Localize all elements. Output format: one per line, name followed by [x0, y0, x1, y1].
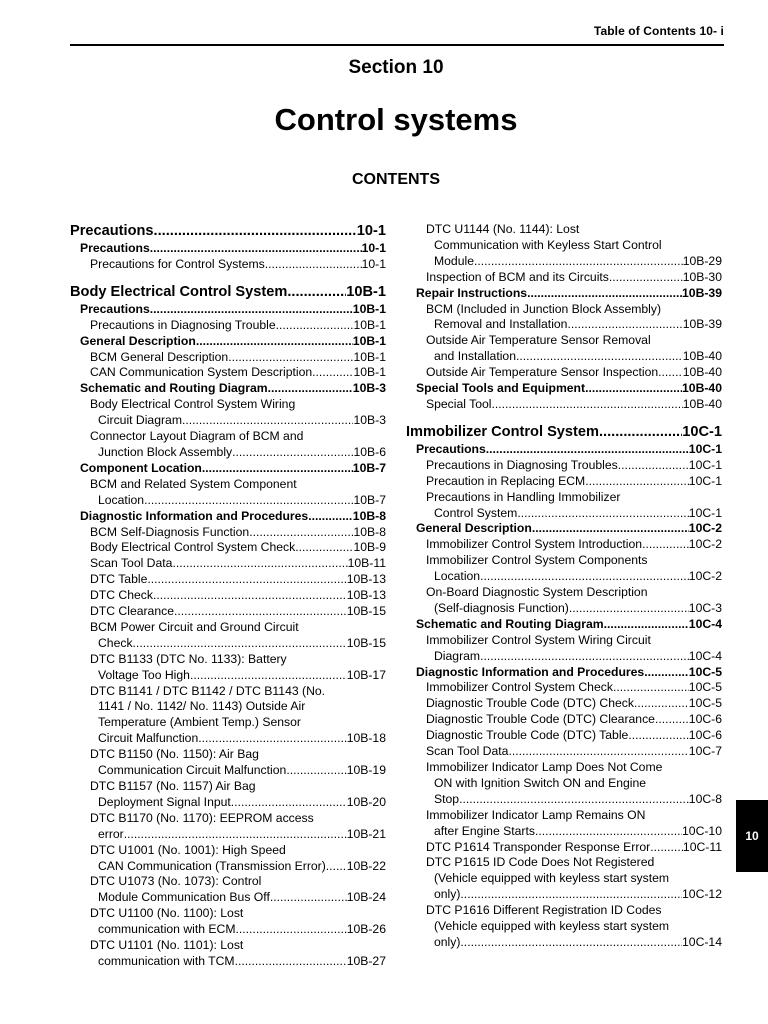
dot-leader: [516, 349, 683, 365]
section-tab: 10: [736, 800, 768, 872]
toc-entry-line: Precautions in Handling Immobilizer: [426, 489, 621, 504]
toc-entry-line: BCM (Included in Junction Block Assembly): [426, 301, 662, 316]
toc-page-number: 10C-5: [688, 664, 722, 679]
toc-page-number: 10C-2: [688, 521, 722, 536]
toc-page-number: 10C-1: [682, 423, 722, 440]
toc-page-number: 10C-12: [682, 887, 722, 902]
toc-entry-line: Communication with Keyless Start Control: [434, 237, 662, 252]
toc-entry-title: Schematic and Routing Diagram: [80, 381, 268, 396]
toc-entry-line: (Vehicle equipped with keyless start system: [434, 919, 670, 934]
toc-entry-title: only): [434, 887, 461, 902]
dot-leader: [508, 744, 688, 760]
toc-right-column: [406, 222, 722, 951]
toc-entry-title: Schematic and Routing Diagram: [416, 616, 604, 631]
toc-page-number: 10B-40: [682, 349, 722, 364]
toc-page-number: 10B-19: [346, 763, 386, 778]
toc-entry-title: communication with TCM: [98, 953, 235, 968]
toc-entry-title: (Self-diagnosis Function): [434, 600, 569, 615]
dot-leader: [150, 302, 353, 318]
toc-entry-title: DTC Check: [90, 588, 153, 603]
toc-page-number: 10B-1: [352, 333, 386, 348]
toc-page-number: 10C-2: [688, 537, 722, 552]
toc-entry-line: DTC U1144 (No. 1144): Lost: [426, 222, 580, 236]
toc-entry[interactable]: [70, 668, 386, 684]
dot-leader: [613, 680, 689, 696]
toc-entry-title: Voltage Too High: [98, 667, 190, 682]
toc-page-number: 10B-39: [682, 285, 722, 300]
toc-section-entry[interactable]: [406, 617, 722, 633]
toc-page-number: 10B-40: [682, 381, 722, 396]
toc-chapter-entry[interactable]: [70, 222, 386, 241]
toc-page-number: 10B-1: [352, 301, 386, 316]
toc-entry[interactable]: [406, 840, 722, 856]
toc-entry-line: DTC U1073 (No. 1073): Control: [90, 874, 262, 889]
toc-entry-line: BCM Power Circuit and Ground Circuit: [90, 619, 299, 634]
dot-leader: [174, 604, 347, 620]
toc-entry-line: Temperature (Ambient Temp.) Sensor: [98, 715, 301, 730]
toc-entry[interactable]: [406, 365, 722, 381]
toc-page-number: 10C-4: [688, 616, 722, 631]
toc-entry[interactable]: [406, 792, 722, 808]
toc-entry-title: communication with ECM: [98, 922, 236, 937]
toc-entry[interactable]: [70, 859, 386, 875]
toc-entry-line: DTC U1001 (No. 1001): High Speed: [90, 842, 286, 857]
dot-leader: [480, 649, 689, 665]
toc-entry-line: DTC B1141 / DTC B1142 / DTC B1143 (No.: [90, 683, 326, 698]
contents-heading: CONTENTS: [352, 171, 440, 188]
toc-entry-title: Repair Instructions: [416, 285, 528, 300]
toc-entry-title: Junction Block Assembly: [98, 444, 233, 459]
toc-entry-title: Immobilizer Control System: [406, 423, 599, 440]
toc-entry-title: Special Tool: [426, 396, 492, 411]
dot-leader: [133, 636, 347, 652]
dot-leader: [265, 257, 362, 273]
toc-entry-title: Circuit Diagram: [98, 413, 182, 428]
dot-leader: [642, 537, 689, 553]
toc-entry-title: Stop: [434, 791, 460, 806]
toc-entry-title: Diagnostic Information and Procedures: [416, 664, 645, 679]
toc-entry[interactable]: [406, 506, 722, 522]
dot-leader: [326, 859, 347, 875]
dot-leader: [650, 840, 683, 856]
toc-entry[interactable]: [406, 397, 722, 413]
toc-entry[interactable]: [70, 572, 386, 588]
dot-leader: [634, 696, 689, 712]
toc-entry-title: Scan Tool Data: [90, 556, 173, 571]
dot-leader: [196, 334, 353, 350]
toc-entry-title: only): [434, 934, 461, 949]
toc-page-number: 10C-1: [688, 505, 722, 520]
dot-leader: [236, 922, 347, 938]
toc-entry-title: Component Location: [80, 460, 202, 475]
dot-leader: [147, 572, 346, 588]
toc-entry-title: Precautions for Control Systems: [90, 256, 265, 271]
toc-page-number: 10C-5: [688, 696, 722, 711]
toc-entry[interactable]: [70, 257, 386, 273]
toc-entry-title: CAN Communication (Transmission Error): [98, 858, 326, 873]
dot-leader: [585, 381, 682, 397]
dot-leader: [604, 617, 689, 633]
dot-leader: [486, 442, 689, 458]
dot-leader: [276, 318, 354, 334]
toc-page-number: 10B-18: [346, 731, 386, 746]
dot-leader: [235, 954, 347, 970]
toc-entry-line: Immobilizer Indicator Lamp Does Not Come: [426, 760, 663, 774]
toc-entry-title: Precautions in Diagnosing Trouble: [90, 317, 276, 332]
toc-page-number: 10B-3: [353, 413, 386, 428]
dot-leader: [532, 521, 689, 537]
dot-leader: [527, 286, 682, 302]
toc-page-number: 10C-1: [688, 441, 722, 456]
toc-entry[interactable]: [406, 349, 722, 365]
toc-entry-title: and Installation: [434, 349, 516, 364]
toc-page-number: 10C-1: [688, 457, 722, 472]
dot-leader: [231, 795, 347, 811]
dot-leader: [270, 890, 347, 906]
toc-page-number: 10C-7: [688, 744, 722, 759]
toc-entry-title: Location: [434, 569, 481, 584]
toc-page-number: 10B-24: [346, 890, 386, 905]
dot-leader: [153, 588, 347, 604]
toc-page-number: 10B-3: [352, 381, 386, 396]
toc-entry-line: 1141 / No. 1142/ No. 1143) Outside Air: [98, 699, 306, 714]
toc-entry-title: Module: [434, 253, 474, 268]
section-label: Section 10: [348, 57, 444, 78]
toc-page-number: 10B-6: [353, 444, 386, 459]
toc-entry-title: DTC P1614 Transponder Response Error: [426, 839, 651, 854]
toc-section-entry[interactable]: [406, 521, 722, 537]
dot-leader: [569, 601, 689, 617]
toc-page-number: 10C-6: [688, 712, 722, 727]
toc-entry-title: BCM General Description: [90, 349, 229, 364]
dot-leader: [655, 712, 689, 728]
toc-entry[interactable]: [406, 458, 722, 474]
toc-page-number: 10B-29: [682, 253, 722, 268]
page-title: Control systems: [274, 102, 518, 137]
dot-leader: [249, 525, 353, 541]
toc-page-number: 10-1: [356, 223, 386, 239]
toc-entry-line: DTC P1616 Different Registration ID Codes: [426, 903, 662, 918]
toc-entry[interactable]: [70, 556, 386, 572]
toc-entry[interactable]: [70, 890, 386, 906]
toc-entry[interactable]: [70, 954, 386, 970]
toc-page-number: 10C-10: [682, 823, 722, 838]
toc-entry-title: Inspection of BCM and its Circuits: [426, 269, 609, 284]
toc-entry[interactable]: [406, 680, 722, 696]
toc-entry-title: Outside Air Temperature Sensor Inspection: [426, 365, 659, 380]
dot-leader: [190, 668, 347, 684]
dot-leader: [154, 222, 357, 241]
dot-leader: [460, 887, 682, 903]
toc-entry[interactable]: [70, 525, 386, 541]
toc-entry-line: Body Electrical Control System Wiring: [90, 397, 296, 412]
toc-entry[interactable]: [70, 365, 386, 381]
toc-entry-title: Module Communication Bus Off: [98, 890, 270, 905]
toc-entry[interactable]: [70, 731, 386, 747]
toc-entry-title: Precautions: [416, 441, 486, 456]
dot-leader: [618, 458, 689, 474]
toc-entry-line: DTC U1101 (No. 1101): Lost: [90, 938, 244, 953]
toc-section-entry[interactable]: [70, 461, 386, 477]
toc-entry-title: DTC Table: [90, 572, 148, 587]
toc-entry-title: DTC Clearance: [90, 604, 174, 619]
dot-leader: [517, 506, 688, 522]
dot-leader: [228, 350, 353, 366]
dot-leader: [308, 509, 353, 525]
dot-leader: [585, 474, 689, 490]
toc-entry-title: General Description: [80, 333, 196, 348]
dot-leader: [286, 763, 346, 779]
dot-leader: [480, 569, 689, 585]
toc-page-number: 10B-40: [682, 365, 722, 380]
dot-leader: [567, 317, 682, 333]
header-rule: [70, 44, 724, 46]
toc-page-number: 10B-17: [346, 667, 386, 682]
dot-leader: [287, 283, 346, 302]
dot-leader: [628, 728, 688, 744]
toc-entry-line: DTC B1170 (No. 1170): EEPROM access: [90, 810, 314, 825]
toc-entry[interactable]: [406, 537, 722, 553]
toc-section-entry[interactable]: [70, 302, 386, 318]
toc-entry-title: Diagnostic Trouble Code (DTC) Clearance: [426, 712, 655, 727]
toc-page-number: 10B-39: [682, 317, 722, 332]
toc-section-entry[interactable]: [406, 665, 722, 681]
toc-entry-title: Diagnostic Information and Procedures: [80, 508, 309, 523]
toc-entry[interactable]: [406, 649, 722, 665]
toc-entry[interactable]: [70, 318, 386, 334]
toc-entry-line: Immobilizer Control System Components: [426, 553, 648, 568]
toc-left-column: [70, 222, 386, 970]
toc-entry[interactable]: [406, 728, 722, 744]
dot-leader: [198, 731, 346, 747]
toc-section-entry[interactable]: [70, 334, 386, 350]
toc-page-number: 10B-1: [346, 283, 386, 300]
toc-section-entry[interactable]: [406, 442, 722, 458]
toc-entry-title: Precautions: [70, 223, 154, 239]
toc-entry-title: Removal and Installation: [434, 317, 568, 332]
toc-entry-title: Precautions: [80, 301, 150, 316]
toc-page-number: 10B-7: [352, 460, 386, 475]
toc-page-number: 10B-8: [352, 508, 386, 523]
toc-page-number: 10B-30: [682, 269, 722, 284]
toc-page-number: 10B-15: [346, 604, 386, 619]
toc-entry-title: Scan Tool Data: [426, 744, 509, 759]
toc-entry[interactable]: [406, 696, 722, 712]
toc-page-number: 10B-1: [353, 349, 386, 364]
toc-page-number: 10B-13: [346, 572, 386, 587]
toc-entry[interactable]: [406, 601, 722, 617]
toc-entry-title: Diagram: [434, 648, 481, 663]
toc-entry-title: Body Electrical Control System: [70, 283, 288, 300]
toc-entry-line: On-Board Diagnostic System Description: [426, 585, 648, 600]
toc-entry[interactable]: [70, 795, 386, 811]
toc-entry-title: error: [98, 826, 124, 841]
toc-entry[interactable]: [406, 254, 722, 270]
toc-page-number: 10C-14: [682, 934, 722, 949]
dot-leader: [150, 241, 362, 257]
toc-entry-line: DTC P1615 ID Code Does Not Registered: [426, 855, 655, 870]
dot-leader: [124, 827, 347, 843]
toc-entry-line: DTC B1150 (No. 1150): Air Bag: [90, 747, 259, 762]
toc-page-number: 10-1: [361, 241, 386, 255]
toc-entry-line: ON with Ignition Switch ON and Engine: [434, 775, 647, 790]
toc-entry-title: Precautions in Diagnosing Troubles: [426, 457, 618, 472]
dot-leader: [609, 270, 683, 286]
toc-entry[interactable]: [70, 636, 386, 652]
toc-entry-title: Control System: [434, 505, 518, 520]
toc-page-number: 10B-1: [353, 317, 386, 332]
toc-page-number: 10B-21: [346, 826, 386, 841]
dot-leader: [658, 365, 683, 381]
toc-entry[interactable]: [70, 827, 386, 843]
toc-page-number: 10B-1: [353, 365, 386, 380]
dot-leader: [144, 493, 353, 509]
toc-page-number: 10B-15: [346, 635, 386, 650]
toc-entry[interactable]: [406, 935, 722, 951]
toc-entry-title: BCM Self-Diagnosis Function: [90, 524, 250, 539]
toc-chapter-entry[interactable]: [70, 283, 386, 302]
toc-page-number: 10C-1: [688, 473, 722, 488]
toc-entry-title: after Engine Starts: [434, 823, 535, 838]
toc-page-number: 10C-3: [688, 600, 722, 615]
toc-page-number: 10B-40: [682, 396, 722, 411]
running-header: Table of Contents 10- i: [593, 24, 724, 38]
toc-entry[interactable]: [70, 413, 386, 429]
toc-section-entry[interactable]: [70, 509, 386, 525]
toc-entry[interactable]: [70, 445, 386, 461]
toc-page-number: 10-1: [361, 256, 386, 271]
toc-section-entry[interactable]: [406, 381, 722, 397]
toc-entry-title: Deployment Signal Input: [98, 794, 231, 809]
toc-section-entry[interactable]: [70, 381, 386, 397]
dot-leader: [202, 461, 353, 477]
toc-page-number: 10C-2: [688, 569, 722, 584]
toc-entry[interactable]: [70, 763, 386, 779]
toc-page-number: 10C-4: [688, 648, 722, 663]
dot-leader: [295, 540, 353, 556]
toc-entry-line: DTC U1100 (No. 1100): Lost: [90, 906, 244, 921]
toc-page-number: 10B-7: [353, 492, 386, 507]
toc-entry-title: Check: [98, 635, 133, 650]
toc-entry[interactable]: [406, 824, 722, 840]
toc-entry-title: Circuit Malfunction: [98, 731, 199, 746]
toc-entry[interactable]: [406, 270, 722, 286]
toc-entry-title: Diagnostic Trouble Code (DTC) Table: [426, 728, 629, 743]
toc-entry-title: Immobilizer Control System Introduction: [426, 537, 643, 552]
toc-entry-title: Communication Circuit Malfunction: [98, 763, 287, 778]
toc-page-number: 10B-22: [346, 858, 386, 873]
toc-entry[interactable]: [70, 588, 386, 604]
toc-entry-title: Immobilizer Control System Check: [426, 680, 613, 695]
toc-page-number: 10C-6: [688, 728, 722, 743]
dot-leader: [182, 413, 353, 429]
toc-page-number: 10B-20: [346, 794, 386, 809]
toc-page-number: 10B-8: [353, 524, 386, 539]
toc-page-number: 10C-11: [682, 839, 722, 854]
toc-entry[interactable]: [406, 744, 722, 760]
dot-leader: [268, 381, 353, 397]
dot-leader: [644, 665, 689, 681]
dot-leader: [492, 397, 683, 413]
dot-leader: [599, 423, 682, 442]
toc-entry[interactable]: [406, 569, 722, 585]
toc-entry-title: Precaution in Replacing ECM: [426, 473, 586, 488]
dot-leader: [460, 935, 682, 951]
toc-page-number: 10C-8: [688, 791, 722, 806]
toc-entry-line: BCM and Related System Component: [90, 476, 297, 491]
toc-entry-title: Diagnostic Trouble Code (DTC) Check: [426, 696, 634, 711]
toc-entry-line: (Vehicle equipped with keyless start system: [434, 871, 670, 886]
toc-entry-title: Body Electrical Control System Check: [90, 540, 296, 555]
toc-entry[interactable]: [406, 474, 722, 490]
dot-leader: [474, 254, 683, 270]
dot-leader: [232, 445, 353, 461]
toc-entry-title: Location: [98, 492, 145, 507]
toc-page-number: 10C-5: [688, 680, 722, 695]
toc-section-entry[interactable]: [406, 286, 722, 302]
toc-entry-line: DTC B1133 (DTC No. 1133): Battery: [90, 651, 287, 666]
dot-leader: [312, 365, 353, 381]
toc-entry-line: Immobilizer Indicator Lamp Remains ON: [426, 807, 646, 822]
toc-entry[interactable]: [406, 317, 722, 333]
toc-page-number: 10B-26: [346, 922, 386, 937]
dot-leader: [535, 824, 682, 840]
toc-entry-title: Precautions: [80, 241, 150, 255]
toc-entry[interactable]: [70, 922, 386, 938]
toc-entry[interactable]: [70, 350, 386, 366]
toc-entry[interactable]: [70, 604, 386, 620]
dot-leader: [459, 792, 689, 808]
toc-entry[interactable]: [70, 493, 386, 509]
toc-page-number: 10B-27: [346, 953, 386, 968]
toc-chapter-entry[interactable]: [406, 423, 722, 442]
toc-entry-line: Connector Layout Diagram of BCM and: [90, 429, 304, 444]
toc-entry[interactable]: [406, 887, 722, 903]
toc-entry-title: Special Tools and Equipment: [416, 381, 586, 396]
toc-entry-line: Outside Air Temperature Sensor Removal: [426, 333, 651, 348]
toc-entry[interactable]: [406, 712, 722, 728]
toc-entry[interactable]: [70, 540, 386, 556]
dot-leader: [172, 556, 347, 572]
toc-entry-title: CAN Communication System Description: [90, 365, 313, 380]
toc-page-number: 10B-9: [353, 540, 386, 555]
toc-page-number: 10B-11: [347, 556, 386, 571]
toc-section-entry[interactable]: [70, 241, 386, 257]
toc-entry-title: General Description: [416, 521, 532, 536]
toc-entry-line: Immobilizer Control System Wiring Circuit: [426, 632, 651, 647]
toc-page-number: 10B-13: [346, 588, 386, 603]
toc-entry-line: DTC B1157 (No. 1157) Air Bag: [90, 779, 256, 793]
